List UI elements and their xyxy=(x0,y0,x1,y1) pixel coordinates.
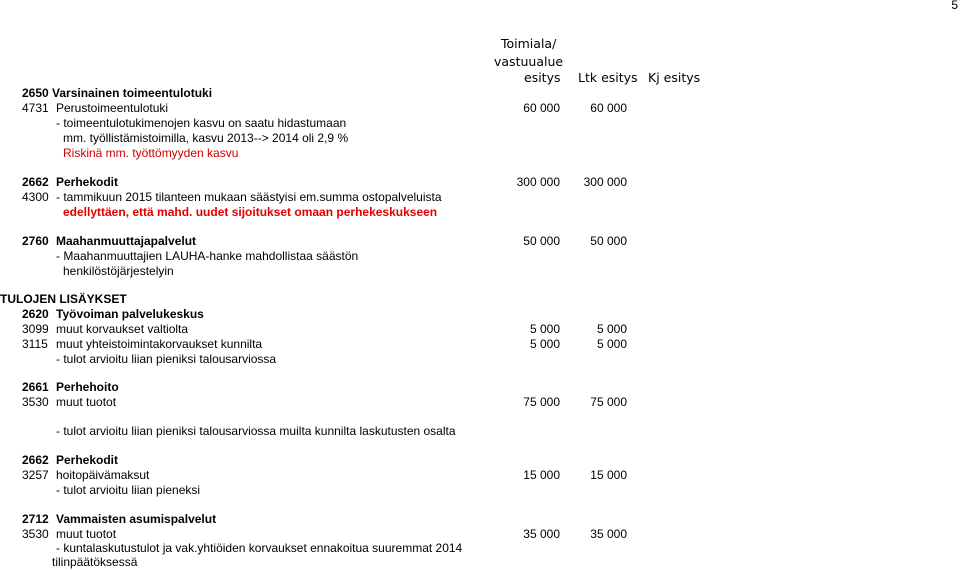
section-title: TULOJEN LISÄYKSET xyxy=(0,292,127,306)
row-value-toimiala: 75 000 xyxy=(523,395,560,409)
row-text: - tammikuun 2015 tilanteen mukaan säästyisi em.summa ostopalveluista xyxy=(56,190,442,204)
row-2661 xyxy=(0,380,960,395)
row-text: Perhekodit xyxy=(56,175,119,189)
row-note xyxy=(0,541,960,556)
header-col1-line2: vastuualue xyxy=(494,54,564,69)
row-text: tilinpäätöksessä xyxy=(52,555,138,569)
row-text: Riskinä mm. työttömyyden kasvu xyxy=(63,146,239,160)
row-note xyxy=(0,555,960,570)
row-text: muut tuotot xyxy=(56,527,117,541)
section-heading-tulojen-lisaykset xyxy=(0,292,960,307)
row-3099 xyxy=(0,322,960,337)
header-col2: Ltk esitys xyxy=(578,70,638,85)
row-value-toimiala: 50 000 xyxy=(523,234,560,248)
header-col1-line1: Toimiala/ xyxy=(501,36,557,51)
row-4300 xyxy=(0,190,960,205)
header-col1-line3: esitys xyxy=(524,70,561,85)
row-code: 4300 xyxy=(22,190,49,204)
row-value-ltk: 5 000 xyxy=(596,322,627,336)
row-value-ltk: 15 000 xyxy=(590,468,627,482)
row-code: 2662 xyxy=(22,453,49,467)
row-value-ltk: 5 000 xyxy=(596,337,627,351)
row-code: 3257 xyxy=(22,468,49,482)
row-value-toimiala: 60 000 xyxy=(523,101,560,115)
row-value-ltk: 300 000 xyxy=(583,175,627,189)
row-4731 xyxy=(0,101,960,116)
row-code: 3530 xyxy=(22,527,49,541)
row-3257 xyxy=(0,468,960,483)
row-code: 3115 xyxy=(22,337,48,351)
row-code: 2661 xyxy=(22,380,49,394)
row-value-toimiala: 5 000 xyxy=(529,322,560,336)
row-note xyxy=(0,116,960,131)
row-text: Vammaisten asumispalvelut xyxy=(56,512,217,526)
row-3530-b xyxy=(0,527,960,542)
row-note xyxy=(0,249,960,264)
row-text: - kuntalaskutustulot ja vak.yhtiöiden korvaukset ennakoitua suuremmat 2014 xyxy=(56,541,463,555)
row-code: 2620 xyxy=(22,307,49,321)
row-code: 3530 xyxy=(22,395,49,409)
row-code: 2712 xyxy=(22,512,49,526)
row-note xyxy=(0,483,960,498)
row-text: Perhekodit xyxy=(56,453,119,467)
row-text: - tulot arvioitu liian pieniksi talousarviossa xyxy=(56,352,277,366)
row-text: Perustoimeentulotuki xyxy=(56,101,169,115)
row-2760 xyxy=(0,234,960,249)
row-text: edellyttäen, että mahd. uudet sijoitukset omaan perhekeskukseen xyxy=(63,205,438,219)
row-text: muut yhteistoimintakorvaukset kunnilta xyxy=(56,337,263,351)
row-note-risk xyxy=(0,146,960,161)
row-text: Maahanmuuttajapalvelut xyxy=(56,234,197,248)
row-2712 xyxy=(0,512,960,527)
row-value-ltk: 75 000 xyxy=(590,395,627,409)
row-text: muut tuotot xyxy=(56,395,117,409)
page-number: 5 xyxy=(951,0,958,12)
row-3115 xyxy=(0,337,960,352)
row-value-ltk: 50 000 xyxy=(590,234,627,248)
row-text: muut korvaukset valtiolta xyxy=(56,322,189,336)
row-text: 2650 Varsinainen toimeentulotuki xyxy=(22,86,213,100)
row-value-toimiala: 15 000 xyxy=(523,468,560,482)
row-value-ltk: 60 000 xyxy=(590,101,627,115)
row-2662-income xyxy=(0,453,960,468)
row-3530 xyxy=(0,395,960,410)
row-code: 4731 xyxy=(22,101,49,115)
row-value-toimiala: 300 000 xyxy=(516,175,560,189)
row-note xyxy=(0,264,960,279)
row-text: henkilöstöjärjestelyin xyxy=(63,264,174,278)
row-text: hoitopäivämaksut xyxy=(56,468,150,482)
row-text: - toimeentulotukimenojen kasvu on saatu hidastumaan xyxy=(56,116,347,130)
row-code: 2662 xyxy=(22,175,49,189)
row-text: Perhehoito xyxy=(56,380,119,394)
row-code: 2760 xyxy=(22,234,49,248)
row-note xyxy=(0,424,960,439)
row-value-toimiala: 5 000 xyxy=(529,337,560,351)
row-text: mm. työllistämistoimilla, kasvu 2013--> 2014 oli 2,9 % xyxy=(63,131,349,145)
row-note xyxy=(0,352,960,367)
row-text: - Maahanmuuttajien LAUHA-hanke mahdollistaa säästön xyxy=(56,249,359,263)
row-note-red xyxy=(0,205,960,220)
row-2620 xyxy=(0,307,960,322)
row-note xyxy=(0,131,960,146)
row-code: 3099 xyxy=(22,322,49,336)
row-value-toimiala: 35 000 xyxy=(523,527,560,541)
row-2662 xyxy=(0,175,960,190)
row-text: - tulot arvioitu liian pieniksi talousarviossa muilta kunnilta laskutusten osalta xyxy=(56,424,456,438)
row-2650 xyxy=(0,86,960,101)
row-value-ltk: 35 000 xyxy=(590,527,627,541)
header-col3: Kj esitys xyxy=(648,70,701,85)
row-text: - tulot arvioitu liian pieneksi xyxy=(56,483,201,497)
row-text: Työvoiman palvelukeskus xyxy=(56,307,204,321)
